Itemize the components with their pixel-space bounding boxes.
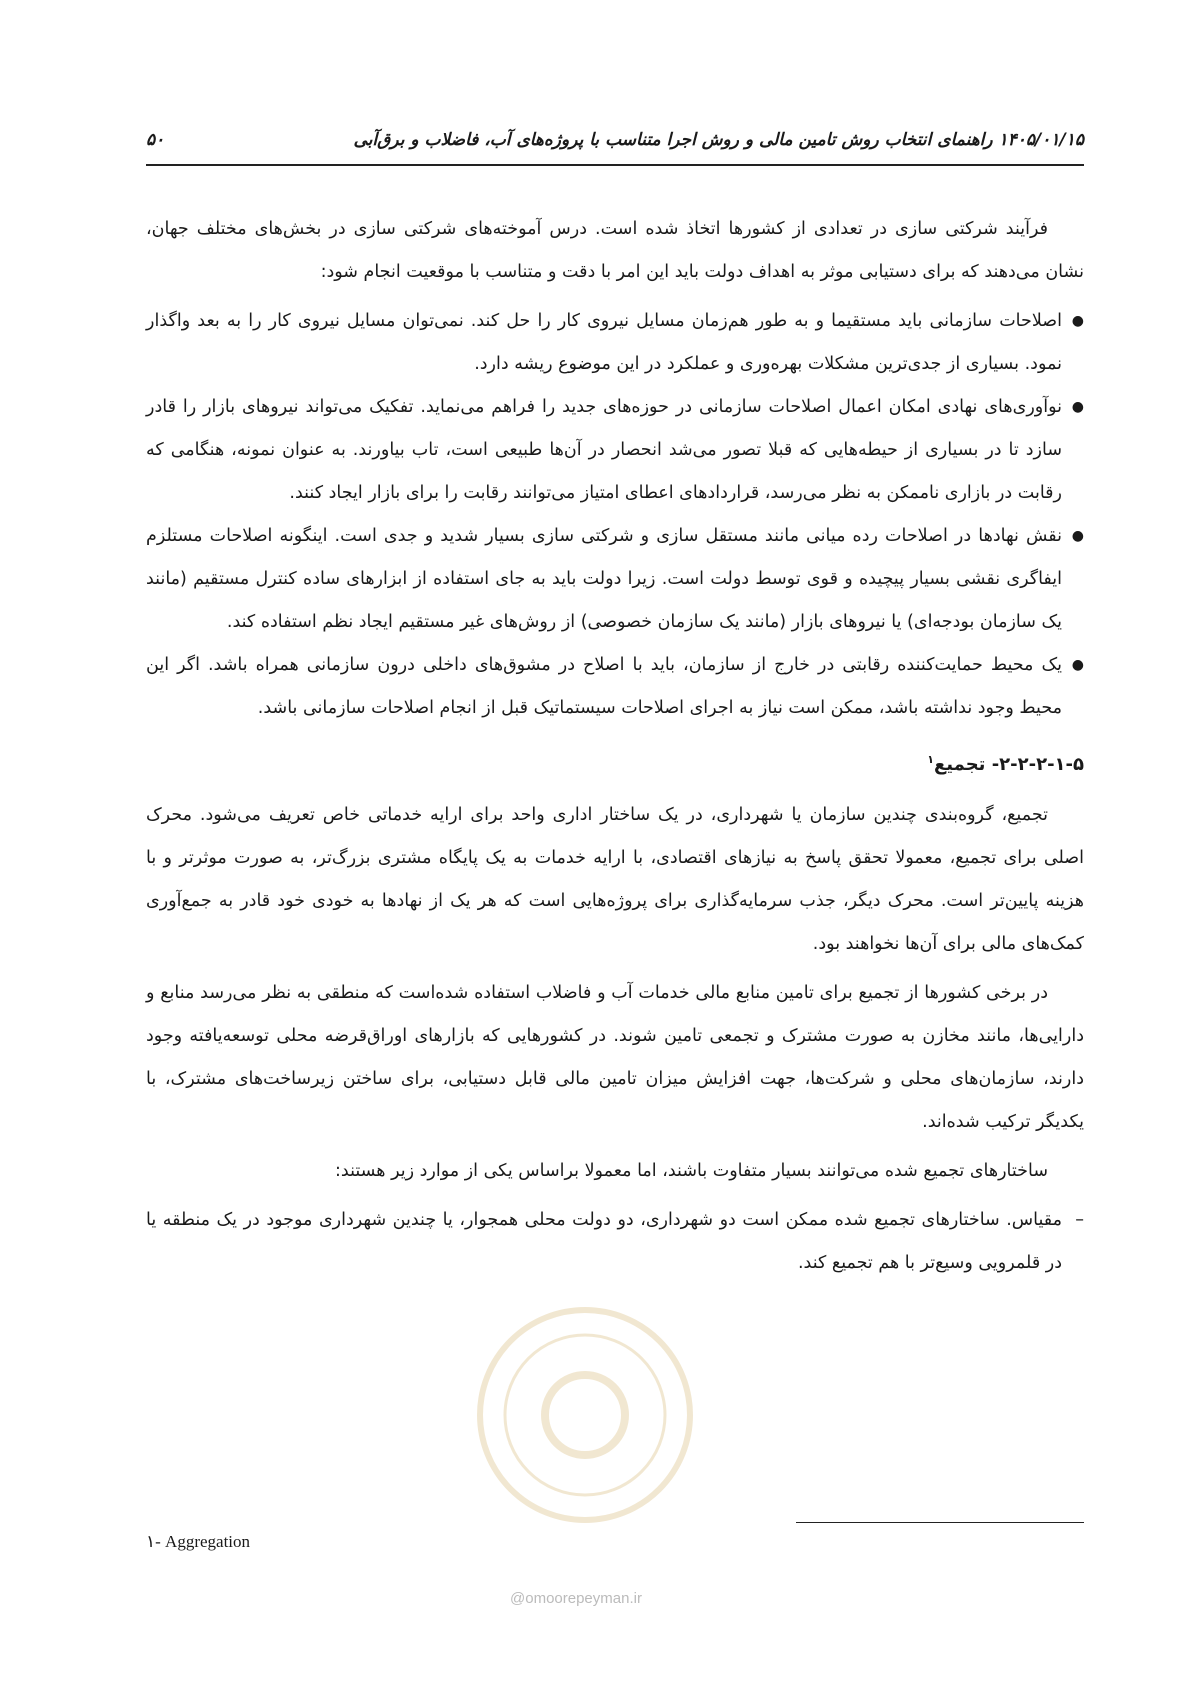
list-item	[146, 300, 1084, 386]
list-item	[146, 386, 1084, 515]
paragraph: تجمیع، گروه‌بندی چندین سازمان یا شهرداری، در یک ساختار اداری واحد برای ارایه خدماتی خاص تعریف می‌شود. محرک اصلی برای تجمیع، معمولا تحقق پاسخ به نیازهای اقتصادی، با ارایه خدمات به یک پایگاه مشتری بزرگ‌تر، به صورت موثرتر و با هزینه پایین‌تر است. محرک دیگر، جذب سرمایه‌گذاری برای پروژه‌هایی است که هر یک از نهادها به خودی خود قادر به جمع‌آوری کمک‌های مالی برای آن‌ها نخواهند بود.	[146, 805, 1084, 954]
bullet-icon: ●	[1071, 313, 1084, 329]
footnote-ref: ۱	[927, 753, 934, 766]
list-item-text: یک محیط حمایت‌کننده رقابتی در خارج از سازمان، باید با اصلاح در مشوق‌های داخلی درون سازمانی همراه باشد. اگر این محیط وجود نداشته باشد، ممکن است نیاز به اجرای اصلاحات سیستماتیک قبل از انجام اصلاحات سازمانی باشد.	[146, 655, 1062, 718]
list-item	[146, 644, 1084, 730]
intro-paragraph: فرآیند شرکتی سازی در تعدادی از کشورها اتخاذ شده است. درس آموخته‌های شرکتی سازی در بخش‌های مختلف جهان، نشان می‌دهند که برای دستیابی موثر به اهداف دولت باید این امر با دقت و متناسب با موقعیت انجام شود:	[146, 219, 1084, 282]
watermark-logo-icon	[470, 1300, 700, 1530]
dash-item-text: مقیاس. ساختارهای تجمیع شده ممکن است دو شهرداری، دو دولت محلی همجوار، یا چندین شهرداری موجود در یک منطقه یا در قلمرویی وسیع‌تر با هم تجمیع کند.	[146, 1210, 1062, 1273]
header-divider	[146, 164, 1084, 166]
list-item-text: اصلاحات سازمانی باید مستقیما و به طور هم‌زمان مسایل نیروی کار را حل کند. نمی‌توان مسایل نیروی کار را به بعد واگذار نمود. بسیاری از جدی‌ترین مشکلات بهره‌وری و عملکرد در این موضوع ریشه دارد.	[146, 311, 1062, 374]
bullet-icon: ●	[1071, 528, 1084, 544]
watermark-text: @omoorepeyman.ir	[510, 1590, 642, 1607]
dash-list-item	[146, 1199, 1084, 1285]
bullet-icon: ●	[1071, 657, 1084, 673]
page-number: ۵۰	[146, 130, 165, 150]
dash-icon: –	[1075, 1210, 1084, 1230]
page-header	[146, 124, 1084, 164]
footnote: ۱- Aggregation	[146, 1532, 251, 1551]
body-text	[146, 208, 1084, 1285]
list-item	[146, 515, 1084, 644]
list-item-text: نقش نهادها در اصلاحات رده میانی مانند مستقل سازی و شرکتی سازی بسیار شدید و جدی است. اینگونه اصلاحات مستلزم ایفاگری نقشی بسیار پیچیده و قوی توسط دولت است. زیرا دولت باید به جای استفاده از ابزارهای ساده کنترل مستقیم (مانند یک سازمان بودجه‌ای) یا نیروهای بازار (مانند یک سازمان خصوصی) از روش‌های غیر مستقیم ایجاد نظم استفاده کند.	[146, 526, 1062, 632]
header-title: ۱۴۰۵/۰۱/۱۵ راهنمای انتخاب روش تامین مالی و روش اجرا متناسب با پروژه‌های آب، فاضلاب و برق‌آبی	[353, 130, 1084, 150]
section-heading	[146, 738, 1084, 786]
paragraph: ساختارهای تجمیع شده می‌توانند بسیار متفاوت باشند، اما معمولا براساس یکی از موارد زیر هستند:	[335, 1161, 1048, 1181]
bullet-icon: ●	[1071, 399, 1084, 415]
footnote-divider	[796, 1522, 1084, 1523]
paragraph: در برخی کشورها از تجمیع برای تامین منابع مالی خدمات آب و فاضلاب استفاده شده‌است که منطقی به نظر می‌رسد منابع و دارایی‌ها، مانند مخازن به صورت مشترک و تجمعی تامین شوند. در کشورهایی که بازارهای اوراق‌قرضه محلی توسعه‌یافته وجود دارند، سازمان‌های محلی و شرکت‌ها، جهت افزایش میزان تامین مالی قابل دستیابی، برای ساختن زیرساخت‌های مشترک، با یکدیگر ترکیب شده‌اند.	[146, 983, 1084, 1132]
list-item-text: نوآوری‌های نهادی امکان اعمال اصلاحات سازمانی در حوزه‌های جدید را فراهم می‌نماید. تفکیک می‌تواند نیروهای بازار را قادر سازد تا در بسیاری از حیطه‌هایی که قبلا تصور می‌شد انحصار در آن‌ها طبیعی است، تاب بیاورند. به عنوان نمونه، هنگامی که رقابت در بازاری ناممکن به نظر می‌رسد، قراردادهای اعطای امتیاز می‌توانند رقابت را برای بازار ایجاد کنند.	[146, 397, 1062, 503]
bullet-list	[146, 300, 1084, 730]
section-heading-text: ۲-۲-۲-۱-۵- تجمیع	[933, 754, 1084, 775]
